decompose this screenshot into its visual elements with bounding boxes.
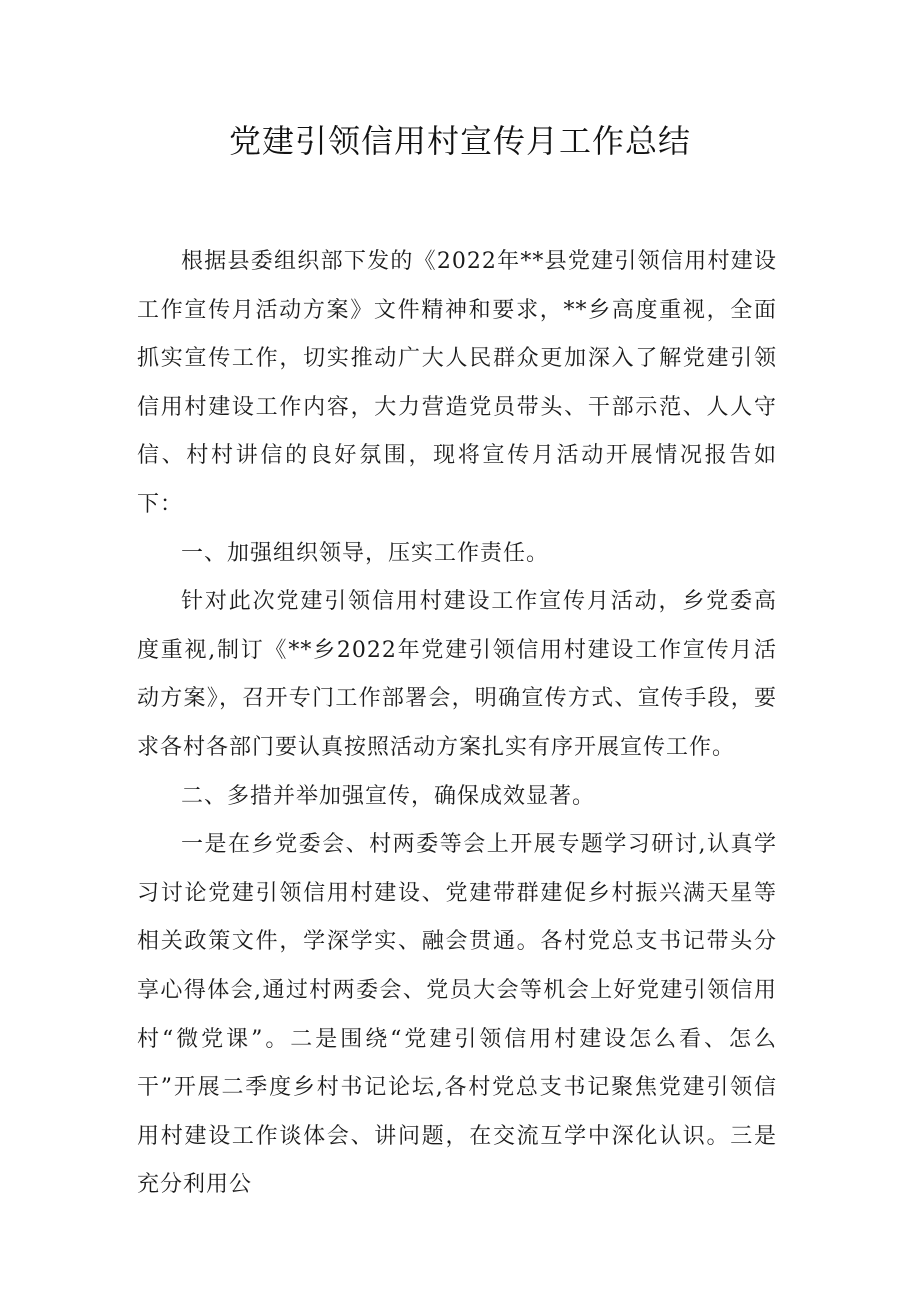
document-title: 党建引领信用村宣传月工作总结 [228,122,691,160]
document-body [137,238,777,1210]
paragraph-intro: 根据县委组织部下发的《2022年**县党建引领信用村建设工作宣传月活动方案》文件精神和要求，**乡高度重视，全面抓实宣传工作，切实推动广大人民群众更加深入了解党建引领信用村建设工作内容，大力营造党员带头、干部示范、人人守信、村村讲信的良好氛围，现将宣传月活动开展情况报告如下： [137,249,777,517]
paragraph-section-2: 一是在乡党委会、村两委等会上开展专题学习研讨,认真学习讨论党建引领信用村建设、党建带群建促乡村振兴满天星等相关政策文件，学深学实、融会贯通。各村党总支书记带头分享心得体会,通过村两委会、党员大会等机会上好党建引领信用村“微党课”。二是围绕“党建引领信用村建设怎么看、怎么干”开展二季度乡村书记论坛,各村党总支书记聚焦党建引领信用村建设工作谈体会、讲问题，在交流互学中深化认识。三是充分利用公 [137,832,777,1198]
paragraph-section-1: 针对此次党建引领信用村建设工作宣传月活动，乡党委高度重视,制订《**乡2022年党建引领信用村建设工作宣传月活动方案》，召开专门工作部署会，明确宣传方式、宣传手段，要求各村各部门要认真按照活动方案扎实有序开展宣传工作。 [137,589,777,760]
section-heading-1: 一、加强组织领导，压实工作责任。 [181,540,550,566]
section-heading-2: 二、多措并举加强宣传，确保成效显著。 [181,783,596,809]
